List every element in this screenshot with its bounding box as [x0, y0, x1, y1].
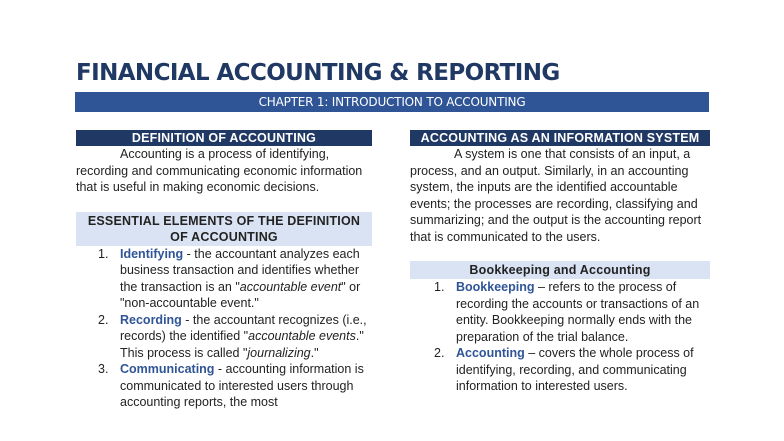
document-title: FINANCIAL ACCOUNTING & REPORTING — [76, 60, 560, 86]
definition-header: DEFINITION OF ACCOUNTING — [76, 130, 372, 146]
list-item: 1. Bookkeeping – refers to the process of recording the accounts or transactions of an entity. Bookkeeping normally ends with the preparation of the trial balance. — [434, 280, 700, 344]
term-accounting: Accounting — [456, 346, 525, 360]
term-bookkeeping: Bookkeeping — [456, 280, 535, 294]
definition-text: Accounting is a process of identifying, recording and communicating economic information that is useful in making economic decisions. — [76, 147, 363, 194]
left-column — [76, 130, 372, 411]
list-item: 2. Recording - the accountant recognizes (i.e., records) the identified "accountable events." This process is called "journalizing." — [98, 312, 367, 360]
list-item: 3. Communicating - accounting information is communicated to interested users through accounting reports, the most — [98, 362, 364, 409]
list-number: 1. — [98, 246, 109, 261]
ais-header: ACCOUNTING AS AN INFORMATION SYSTEM — [410, 130, 710, 146]
bookkeeping-header: Bookkeeping and Accounting — [410, 261, 710, 279]
bookkeeping-list — [410, 279, 710, 395]
list-number: 2. — [434, 346, 445, 360]
list-number: 2. — [98, 312, 109, 327]
elements-list — [76, 246, 372, 411]
right-column — [410, 130, 710, 395]
term-identifying: Identifying — [120, 246, 184, 261]
term-recording: Recording — [120, 312, 182, 327]
list-number: 1. — [434, 280, 445, 294]
chapter-banner: CHAPTER 1: INTRODUCTION TO ACCOUNTING — [75, 92, 709, 112]
list-item: 2. Accounting – covers the whole process of identifying, recording, and communicating information to interested users. — [434, 346, 694, 393]
list-item: 1. Identifying - the accountant analyzes each business transaction and identifies whether the transaction is an "accountable event" or "non-accountable event." — [98, 246, 361, 310]
term-communicating: Communicating — [120, 362, 215, 376]
elements-header: ESSENTIAL ELEMENTS OF THE DEFINITION OF ACCOUNTING — [76, 212, 372, 246]
list-number: 3. — [98, 362, 109, 376]
ais-text: A system is one that consists of an input, a process, and an output. Similarly, in an accounting system, the inputs are the identified accountable events; the processes are recording, classifying and summarizing; and the output is the accounting report that is communicated to the users. — [410, 147, 702, 244]
